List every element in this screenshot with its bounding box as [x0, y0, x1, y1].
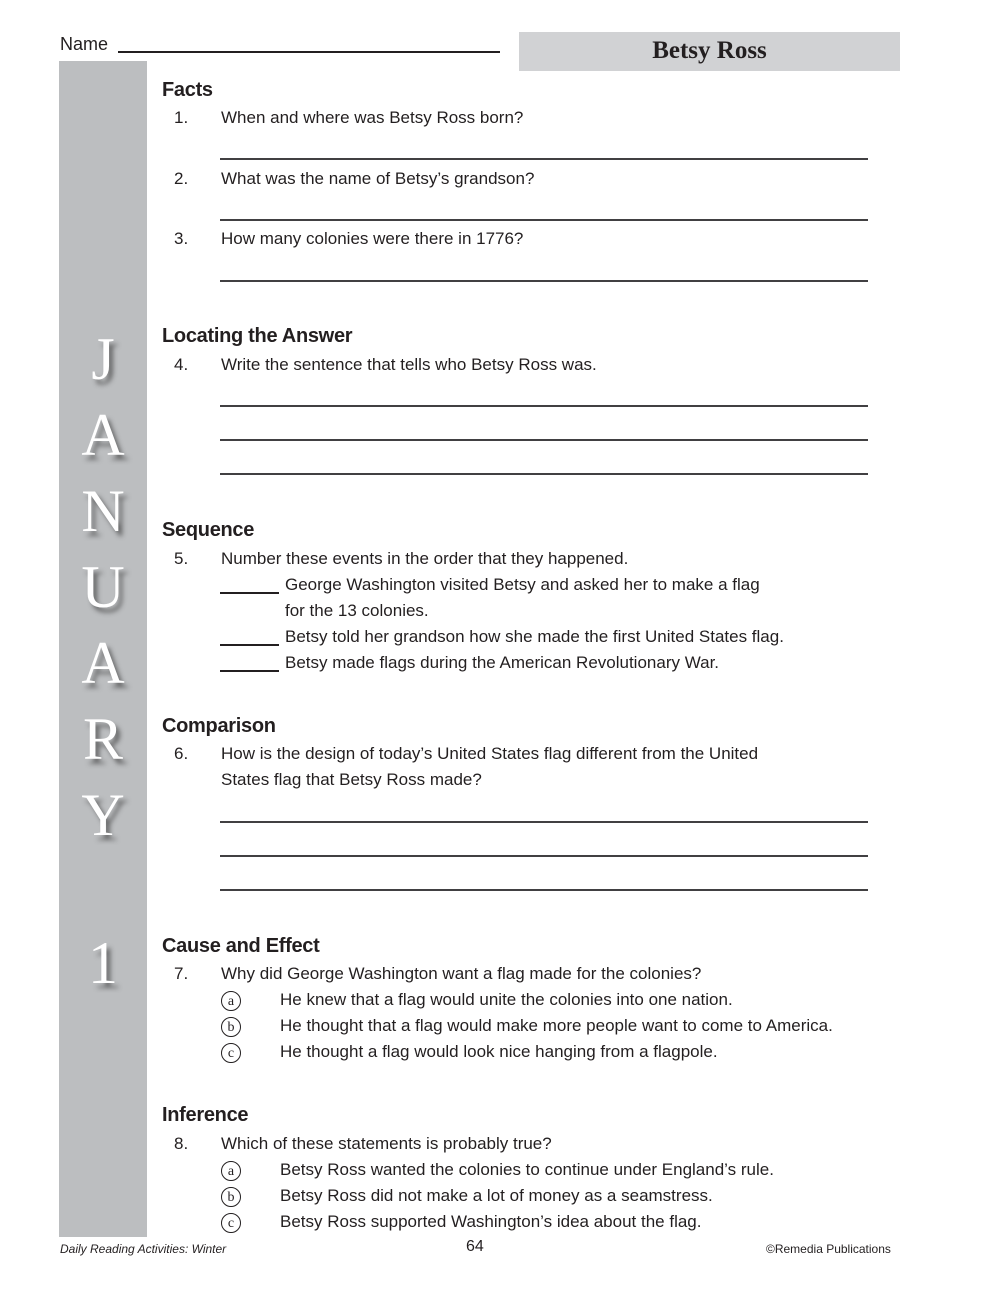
option-text: He knew that a flag would unite the colonies into one nation.: [280, 990, 733, 1009]
question-number: 7.: [174, 964, 189, 983]
answer-line[interactable]: [220, 219, 868, 221]
answer-line[interactable]: [220, 439, 868, 441]
question-number: 6.: [174, 744, 189, 763]
answer-line[interactable]: [220, 280, 868, 282]
answer-line[interactable]: [220, 855, 868, 857]
option-a-bubble[interactable]: a: [221, 1161, 241, 1181]
answer-line[interactable]: [220, 473, 868, 475]
section-title-inference: Inference: [162, 1104, 249, 1126]
answer-line[interactable]: [220, 158, 868, 160]
sequence-event-continued: for the 13 colonies.: [285, 601, 429, 620]
answer-line[interactable]: [220, 889, 868, 891]
month-sidebar: [59, 61, 147, 1237]
sequence-event: Betsy told her grandson how she made the first United States flag.: [285, 627, 784, 646]
option-text: Betsy Ross supported Washington’s idea about the flag.: [280, 1212, 702, 1231]
question-text: Why did George Washington want a flag made for the colonies?: [221, 964, 702, 983]
title-banner: [519, 32, 900, 71]
question-text: What was the name of Betsy’s grandson?: [221, 169, 535, 188]
section-title-cause-effect: Cause and Effect: [162, 935, 320, 957]
question-number: 4.: [174, 355, 189, 374]
option-text: He thought a flag would look nice hanging from a flagpole.: [280, 1042, 718, 1061]
month-letter: R: [82, 706, 124, 772]
answer-line[interactable]: [220, 821, 868, 823]
question-number: 2.: [174, 169, 189, 188]
sequence-blank[interactable]: [220, 670, 279, 672]
option-text: Betsy Ross did not make a lot of money as a seamstress.: [280, 1186, 713, 1205]
question-number: 3.: [174, 229, 189, 248]
footer-copyright: ©Remedia Publications: [766, 1242, 891, 1256]
option-b-bubble[interactable]: b: [221, 1187, 241, 1207]
question-number: 1.: [174, 108, 189, 127]
sequence-blank[interactable]: [220, 644, 279, 646]
question-number: 8.: [174, 1134, 189, 1153]
option-a-bubble[interactable]: a: [221, 991, 241, 1011]
section-title-facts: Facts: [162, 79, 213, 101]
question-text: Number these events in the order that they happened.: [221, 549, 629, 568]
section-title-locating: Locating the Answer: [162, 325, 353, 347]
month-letter: Y: [81, 782, 125, 848]
question-text: Which of these statements is probably true?: [221, 1134, 552, 1153]
option-b-bubble[interactable]: b: [221, 1017, 241, 1037]
question-text: How is the design of today’s United States flag different from the United: [221, 744, 759, 763]
month-letter: A: [81, 630, 125, 696]
question-text-continued: States flag that Betsy Ross made?: [221, 770, 482, 789]
option-text: Betsy Ross wanted the colonies to continue under England’s rule.: [280, 1160, 774, 1179]
question-text: Write the sentence that tells who Betsy Ross was.: [221, 355, 597, 374]
question-text: When and where was Betsy Ross born?: [221, 108, 524, 127]
sequence-event: George Washington visited Betsy and asked her to make a flag: [285, 575, 760, 594]
month-letter: J: [91, 326, 115, 392]
month-letter: A: [81, 402, 125, 468]
name-label: Name: [60, 34, 109, 54]
option-text: He thought that a flag would make more people want to come to America.: [280, 1016, 833, 1035]
sequence-blank[interactable]: [220, 592, 279, 594]
month-letter: U: [81, 554, 125, 620]
answer-line[interactable]: [220, 405, 868, 407]
question-number: 5.: [174, 549, 189, 568]
option-c-bubble[interactable]: c: [221, 1213, 241, 1233]
page-title: Betsy Ross: [652, 37, 767, 64]
month-letter: N: [81, 478, 125, 544]
sequence-event: Betsy made flags during the American Revolutionary War.: [285, 653, 720, 672]
question-text: How many colonies were there in 1776?: [221, 229, 524, 248]
name-input-line[interactable]: [118, 51, 500, 53]
option-c-bubble[interactable]: c: [221, 1043, 241, 1063]
section-title-sequence: Sequence: [162, 519, 255, 541]
page-number: 64: [466, 1238, 484, 1255]
section-title-comparison: Comparison: [162, 715, 276, 737]
footer-book-title: Daily Reading Activities: Winter: [60, 1242, 227, 1256]
day-number: 1: [88, 930, 118, 996]
